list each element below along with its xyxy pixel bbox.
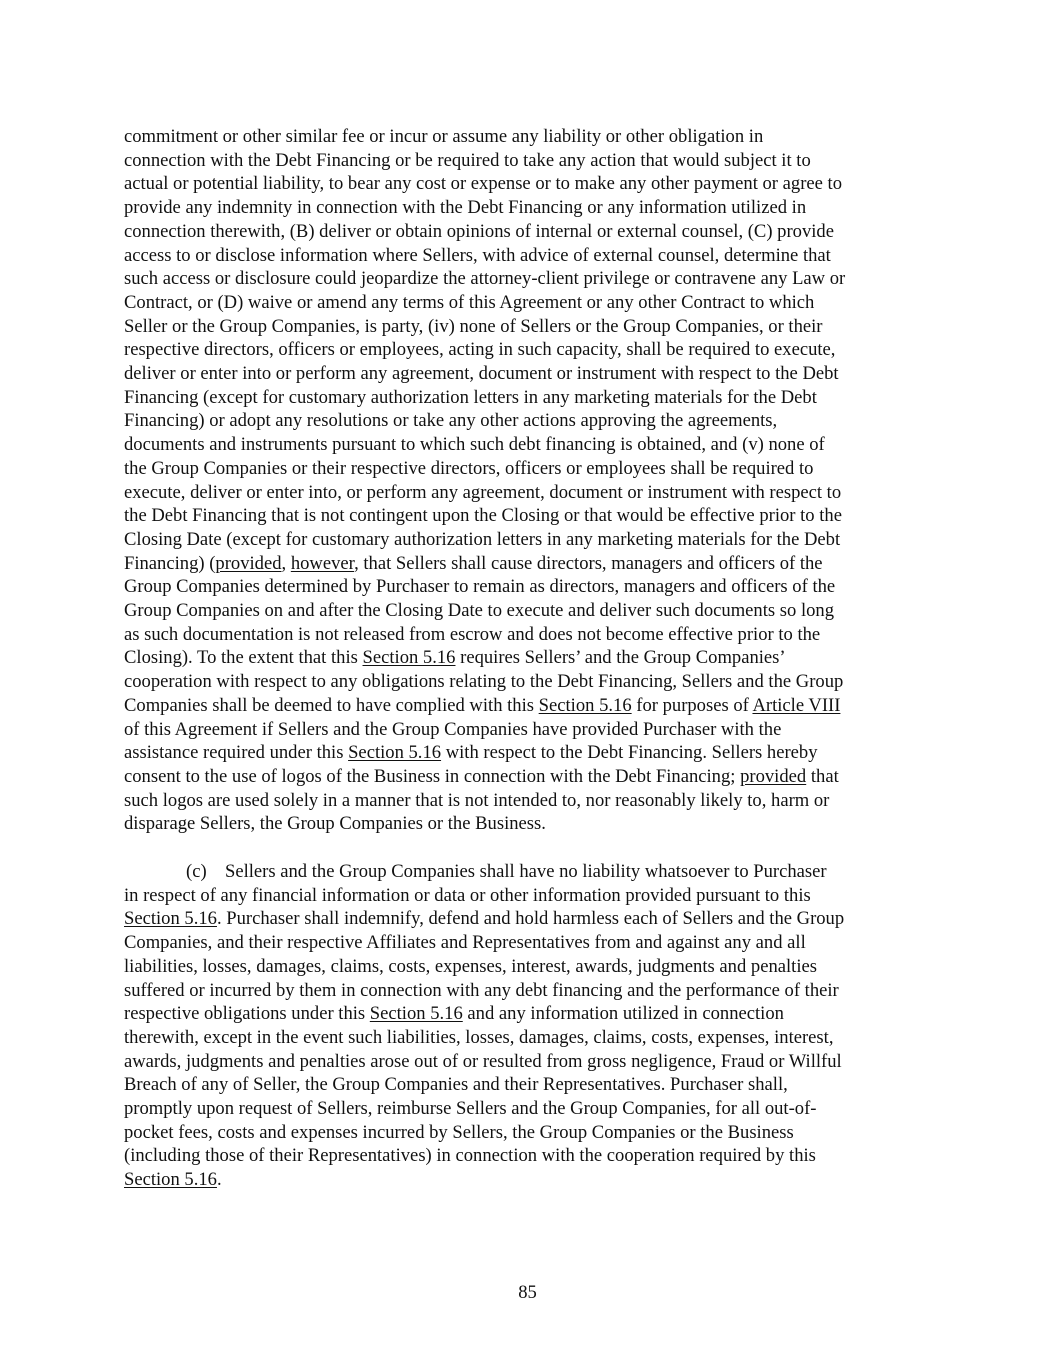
paragraph-label: (c) xyxy=(186,861,207,882)
text-line xyxy=(124,694,934,718)
text-line: execute, deliver or enter into, or perform any agreement, document or instrument with respect to xyxy=(124,481,842,503)
text-line xyxy=(124,1002,934,1026)
text-line: provide any indemnity in connection with the Debt Financing or any information utilized in xyxy=(124,197,807,219)
text-line: the Debt Financing that is not contingent upon the Closing or that would be effective prior to the xyxy=(124,505,842,527)
text-line: pocket fees, costs and expenses incurred by Sellers, the Group Companies or the Business xyxy=(124,1121,794,1143)
text-line: actual or potential liability, to bear any cost or expense or to make any other payment or agree to xyxy=(124,173,843,195)
text-line: liabilities, losses, damages, claims, costs, expenses, interest, awards, judgments and penalties xyxy=(124,955,817,977)
text-line: such logos are used solely in a manner that is not intended to, nor reasonably likely to, harm or xyxy=(124,789,830,811)
text-line: awards, judgments and penalties arose out of or resulted from gross negligence, Fraud or Willful xyxy=(124,1050,842,1072)
text-segment: Sellers and the Group Companies shall have no liability whatsoever to Purchaser xyxy=(225,861,827,882)
text-line: deliver or enter into or perform any agreement, document or instrument with respect to the Debt xyxy=(124,363,839,385)
text-line: Financing (except for customary authorization letters in any marketing materials for the Debt xyxy=(124,386,817,408)
text-line: access to or disclose information where Sellers, with advice of external counsel, determine that xyxy=(124,244,831,266)
text-segment: and any information utilized in connection xyxy=(462,1003,784,1025)
text-line: disparage Sellers, the Group Companies or the Business. xyxy=(124,813,546,835)
section-reference: Section 5.16 xyxy=(124,1169,217,1191)
text-line: Financing) or adopt any resolutions or take any other actions approving the agreements, xyxy=(124,410,778,432)
however-term: however xyxy=(290,552,355,574)
text-segment: Closing). To the extent that this xyxy=(124,647,363,669)
text-segment: assistance required under this xyxy=(124,742,349,764)
text-line: cooperation with respect to any obligations relating to the Debt Financing, Sellers and the Group xyxy=(124,671,844,693)
text-line xyxy=(124,907,934,931)
section-reference: Section 5.16 xyxy=(362,647,456,669)
text-segment: that xyxy=(806,765,839,787)
text-segment: Financing) ( xyxy=(124,552,216,574)
text-segment: with respect to the Debt Financing. Sellers hereby xyxy=(441,742,818,764)
text-segment: for purposes of xyxy=(631,694,753,716)
text-line: Closing Date (except for customary authorization letters in any marketing materials for the Debt xyxy=(124,528,841,550)
article-reference: Article VIII xyxy=(752,694,841,716)
text-line: respective directors, officers or employees, acting in such capacity, shall be required to execute, xyxy=(124,339,836,361)
text-line xyxy=(124,860,934,884)
text-line: Group Companies determined by Purchaser to remain as directors, managers and officers of the xyxy=(124,576,836,598)
text-line: as such documentation is not released from escrow and does not become effective prior to the xyxy=(124,623,821,645)
text-line: connection therewith, (B) deliver or obtain opinions of internal or external counsel, (C) provide xyxy=(124,220,834,242)
section-reference: Section 5.16 xyxy=(348,742,442,764)
text-segment: . Purchaser shall indemnify, defend and hold harmless each of Sellers and the Group xyxy=(216,908,845,930)
paragraph-c xyxy=(124,860,934,1192)
text-line: promptly upon request of Sellers, reimburse Sellers and the Group Companies, for all out-of- xyxy=(124,1098,817,1120)
text-line xyxy=(124,741,934,765)
provided-term: provided xyxy=(740,765,807,787)
text-line: Companies, and their respective Affiliates and Representatives from and against any and all xyxy=(124,932,806,954)
text-line: Group Companies on and after the Closing Date to execute and deliver such documents so long xyxy=(124,600,835,622)
text-line: (including those of their Representatives) in connection with the cooperation required by this xyxy=(124,1145,816,1167)
section-reference: Section 5.16 xyxy=(538,694,632,716)
text-line: therewith, except in the event such liabilities, losses, damages, claims, costs, expenses, interest, xyxy=(124,1026,834,1048)
text-line: of this Agreement if Sellers and the Group Companies have provided Purchaser with the xyxy=(124,718,782,740)
text-line xyxy=(124,765,934,789)
text-segment: , that Sellers shall cause directors, managers and officers of the xyxy=(354,552,823,574)
text-segment: . xyxy=(216,1169,222,1191)
text-segment: requires Sellers’ and the Group Companies’ xyxy=(455,647,786,669)
section-reference: Section 5.16 xyxy=(369,1003,463,1025)
text-line: Seller or the Group Companies, is party, (iv) none of Sellers or the Group Companies, or their xyxy=(124,315,823,337)
section-reference: Section 5.16 xyxy=(124,908,217,930)
text-line: documents and instruments pursuant to which such debt financing is obtained, and (v) none of xyxy=(124,434,825,456)
text-line: the Group Companies or their respective directors, officers or employees shall be required to xyxy=(124,457,814,479)
text-segment: consent to the use of logos of the Business in connection with the Debt Financing; xyxy=(124,765,741,787)
text-segment: respective obligations under this xyxy=(124,1003,370,1025)
provided-term: provided xyxy=(215,552,282,574)
text-segment: , xyxy=(281,552,291,574)
text-line: suffered or incurred by them in connection with any debt financing and the performance of their xyxy=(124,979,839,1001)
text-line: Breach of any of Seller, the Group Companies and their Representatives. Purchaser shall, xyxy=(124,1074,788,1096)
text-line xyxy=(124,1168,934,1192)
text-line xyxy=(124,646,934,670)
text-line: in respect of any financial information or data or other information provided pursuant to this xyxy=(124,884,811,906)
text-line: Contract, or (D) waive or amend any terms of this Agreement or any other Contract to which xyxy=(124,291,815,313)
text-line: connection with the Debt Financing or be required to take any action that would subject it to xyxy=(124,149,811,171)
text-line: such access or disclosure could jeopardize the attorney-client privilege or contravene any Law or xyxy=(124,268,846,290)
paragraph-b-continued xyxy=(124,125,934,836)
text-line xyxy=(124,552,934,576)
text-segment: Companies shall be deemed to have complied with this xyxy=(124,694,539,716)
text-line: commitment or other similar fee or incur or assume any liability or other obligation in xyxy=(124,126,764,147)
page-number: 85 xyxy=(518,1282,537,1303)
